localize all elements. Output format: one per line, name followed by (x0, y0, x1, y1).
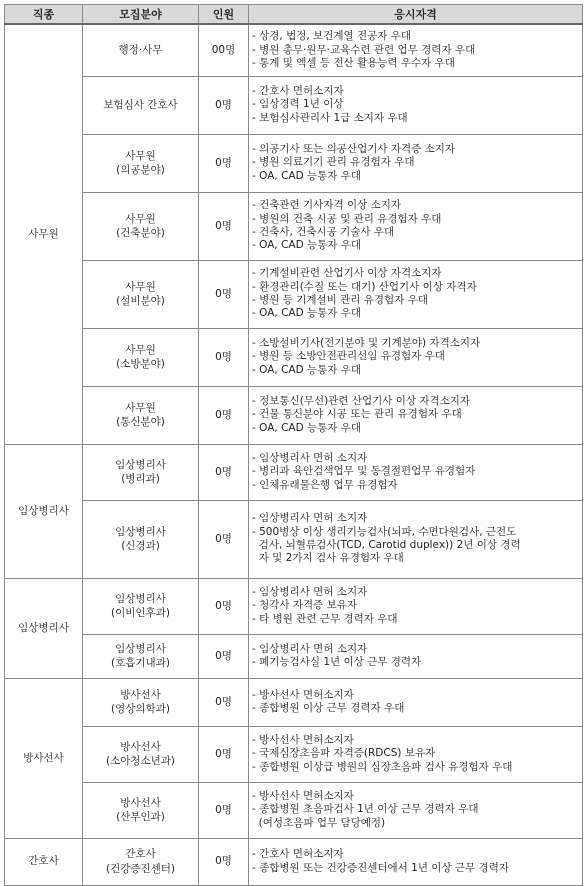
requirements-cell (249, 782, 583, 838)
requirements-cell (249, 192, 583, 260)
field-name: 임상병리사 (115, 642, 166, 655)
requirement-line: - 병원 등 소방안전관리선임 유경험자 우대 (252, 350, 445, 363)
field-department: (건축분야) (116, 227, 165, 239)
field-name: 임상병리사 (115, 458, 166, 471)
requirement-line: - 임상경력 1년 이상 (252, 98, 344, 111)
requirement-line: - 소방설비기사(전기분야 및 기계분야) 자격소지자 (252, 336, 481, 349)
field-name: 보험심사 간호사 (103, 98, 178, 111)
field-cell (83, 578, 199, 634)
requirement-line: - 임상병리사 면허 소지자 (252, 585, 368, 598)
requirement-line: - 기계설비관련 산업기사 이상 자격소지자 (252, 267, 442, 280)
header-field: 모집분야 (83, 5, 199, 25)
count-cell: 0명 (199, 386, 249, 444)
requirement-line: (여성초음파 업무 담당예정) (252, 816, 386, 829)
requirement-line: - OA, CAD 능통자 우대 (252, 169, 362, 182)
field-cell (83, 838, 199, 885)
table-row (5, 782, 583, 838)
requirements-cell (249, 328, 583, 386)
requirements-cell (249, 634, 583, 678)
table-row (5, 500, 583, 578)
field-name: 방사선사 (120, 796, 161, 809)
count-cell: 0명 (199, 134, 249, 192)
field-cell (83, 500, 199, 578)
table-row (5, 328, 583, 386)
field-cell (83, 634, 199, 678)
requirements-cell (249, 838, 583, 885)
field-department: (이비인후과) (111, 607, 170, 619)
table-row (5, 386, 583, 444)
category-cell: 임상병리사 (5, 444, 83, 578)
table-row (5, 260, 583, 328)
requirements-cell (249, 444, 583, 500)
requirement-line: 자 및 2가지 검사 유경험자 우대 (252, 552, 404, 565)
table-row (5, 444, 583, 500)
category-cell: 간호사 (5, 838, 83, 885)
requirement-line: - OA, CAD 능통자 우대 (252, 421, 362, 434)
field-name: 임상병리사 (115, 525, 166, 538)
requirement-line: - 타 병원 관련 근무 경력자 우대 (252, 612, 398, 625)
requirement-line: - 청각사 자격증 보유자 (252, 599, 358, 612)
field-name: 사무원 (125, 343, 156, 356)
table-row (5, 192, 583, 260)
count-cell: 0명 (199, 500, 249, 578)
requirements-cell (249, 578, 583, 634)
field-department: (통신분야) (116, 416, 165, 428)
requirement-line: - 병원 등 기계설비 관리 유경험자 우대 (252, 294, 428, 306)
table-row (5, 134, 583, 192)
requirements-cell (249, 260, 583, 328)
requirement-line: - 건축사, 건축시공 기술사 우대 (252, 226, 395, 238)
table-row (5, 838, 583, 885)
count-cell: 0명 (199, 578, 249, 634)
requirement-line: - 인체유래물은행 업무 유경험자 (252, 478, 398, 491)
field-cell (83, 134, 199, 192)
field-department: (병리과) (121, 473, 160, 485)
header-row (5, 5, 583, 25)
requirements-cell (249, 386, 583, 444)
requirement-line: - 건물 통신분야 시공 또는 관리 유경험자 우대 (252, 408, 462, 421)
count-cell: 0명 (199, 678, 249, 726)
field-name: 사무원 (125, 149, 156, 162)
count-cell: 00명 (199, 24, 249, 76)
requirement-line: - 종합병원 초음파검사 1년 이상 근무 경력자 우대 (252, 803, 479, 816)
requirement-line: - 병리과 육안검색업무 및 동결절편업무 유경험자 (252, 465, 476, 478)
field-name: 방사선사 (120, 688, 161, 701)
requirement-line: - 간호사 면허소지자 (252, 848, 344, 861)
requirement-line: - 의공기사 또는 의공산업기사 자격증 소지자 (252, 142, 456, 155)
field-cell (83, 260, 199, 328)
field-department: (설비분야) (116, 295, 165, 307)
count-cell: 0명 (199, 192, 249, 260)
requirement-line: 검사, 뇌혈류검사(TCD, Carotid duplex)) 2년 이상 경력 (252, 539, 521, 551)
header-category: 직종 (5, 5, 83, 25)
field-department: (산부인과) (116, 811, 165, 823)
requirement-line: - 병원 의료기기 관리 유경험자 우대 (252, 156, 415, 169)
requirement-line: - 간호사 면허소지자 (252, 84, 344, 97)
field-cell (83, 24, 199, 76)
field-name: 행정·사무 (118, 44, 163, 57)
category-cell: 임상병리사 (5, 578, 83, 678)
requirements-cell (249, 500, 583, 578)
field-name: 임상병리사 (115, 592, 166, 605)
requirement-line: - 폐기능검사실 1년 이상 근무 경력자 (252, 656, 422, 668)
field-department: (호흡기내과) (111, 657, 170, 669)
count-cell: 0명 (199, 76, 249, 134)
requirement-line: - 임상병리사 면허 소지자 (252, 642, 368, 655)
field-cell (83, 444, 199, 500)
field-name: 사무원 (125, 280, 156, 293)
field-cell (83, 726, 199, 782)
count-cell: 0명 (199, 634, 249, 678)
requirement-line: - 방사선사 면허소지자 (252, 688, 354, 701)
requirement-line: - 건축관련 기사자격 이상 소지자 (252, 199, 401, 212)
requirement-line: - 500병상 이상 생리기능검사(뇌파, 수면다원검사, 근전도 (252, 525, 517, 538)
count-cell: 0명 (199, 726, 249, 782)
table-row (5, 678, 583, 726)
field-cell (83, 782, 199, 838)
table-row (5, 76, 583, 134)
table-row (5, 578, 583, 634)
field-department: (소아청소년과) (105, 755, 176, 767)
table-body (5, 24, 583, 885)
table-row (5, 24, 583, 76)
requirement-line: - 병원 총무·원무·교육수련 관련 업무 경력자 우대 (252, 43, 476, 56)
category-cell: 방사선사 (5, 678, 83, 838)
count-cell: 0명 (199, 328, 249, 386)
requirement-line: - 임상병리사 면허 소지자 (252, 512, 368, 525)
requirements-cell (249, 726, 583, 782)
field-cell (83, 386, 199, 444)
field-department: (의공분야) (116, 164, 165, 176)
requirement-line: - OA, CAD 능통자 우대 (252, 307, 362, 320)
count-cell: 0명 (199, 260, 249, 328)
field-name: 방사선사 (120, 740, 161, 753)
requirement-line: - 정보통신(무선)관련 산업기사 이상 자격소지자 (252, 394, 471, 407)
field-cell (83, 76, 199, 134)
requirements-cell (249, 678, 583, 726)
requirement-line: - OA, CAD 능통자 우대 (252, 363, 362, 376)
field-department: (건강증진센터) (105, 862, 176, 875)
requirement-line: - 상경, 법정, 보건계열 전공자 우대 (252, 30, 412, 43)
field-cell (83, 678, 199, 726)
requirements-cell (249, 76, 583, 134)
requirement-line: - 통계 및 엑셀 등 전산 활용능력 우수자 우대 (252, 56, 455, 69)
count-cell: 0명 (199, 782, 249, 838)
requirement-line: - 방사선사 면허소지자 (252, 733, 354, 746)
requirement-line: - 임상병리사 면허 소지자 (252, 451, 368, 464)
requirement-line: - 종합병원 이상 근무 경력자 우대 (252, 702, 405, 714)
category-cell: 사무원 (5, 24, 83, 444)
table-row (5, 726, 583, 782)
requirement-line: - 환경관리(수질 또는 대기) 산업기사 이상 자격자 (252, 280, 477, 293)
requirements-cell (249, 24, 583, 76)
requirements-cell (249, 134, 583, 192)
field-cell (83, 328, 199, 386)
requirement-line: - 보험심사관리사 1급 소지자 우대 (252, 111, 408, 124)
requirement-line: - 병원의 건축 시공 및 관리 유경험자 우대 (252, 212, 442, 225)
recruitment-table (4, 4, 583, 886)
requirement-line: - 국제심장초음파 자격증(RDCS) 보유자 (252, 747, 436, 760)
requirement-line: - 방사선사 면허소지자 (252, 789, 354, 802)
field-name: 사무원 (125, 212, 156, 225)
field-name: 간호사 (125, 848, 156, 861)
field-department: (신경과) (121, 540, 160, 552)
header-count: 인원 (199, 5, 249, 25)
requirement-line: - 종합병원 이상급 병원의 심장초음파 검사 유경험자 우대 (252, 760, 513, 773)
field-cell (83, 192, 199, 260)
header-requirements: 응시자격 (249, 5, 583, 25)
field-department: (소방분야) (116, 358, 165, 370)
table-row (5, 634, 583, 678)
count-cell: 0명 (199, 838, 249, 885)
requirement-line: - 종합병원 또는 건강증진센터에서 1년 이상 근무 경력자 (252, 861, 509, 874)
requirement-line: - OA, CAD 능통자 우대 (252, 239, 362, 252)
field-department: (영상의학과) (111, 703, 170, 715)
field-name: 사무원 (125, 401, 156, 414)
count-cell: 0명 (199, 444, 249, 500)
